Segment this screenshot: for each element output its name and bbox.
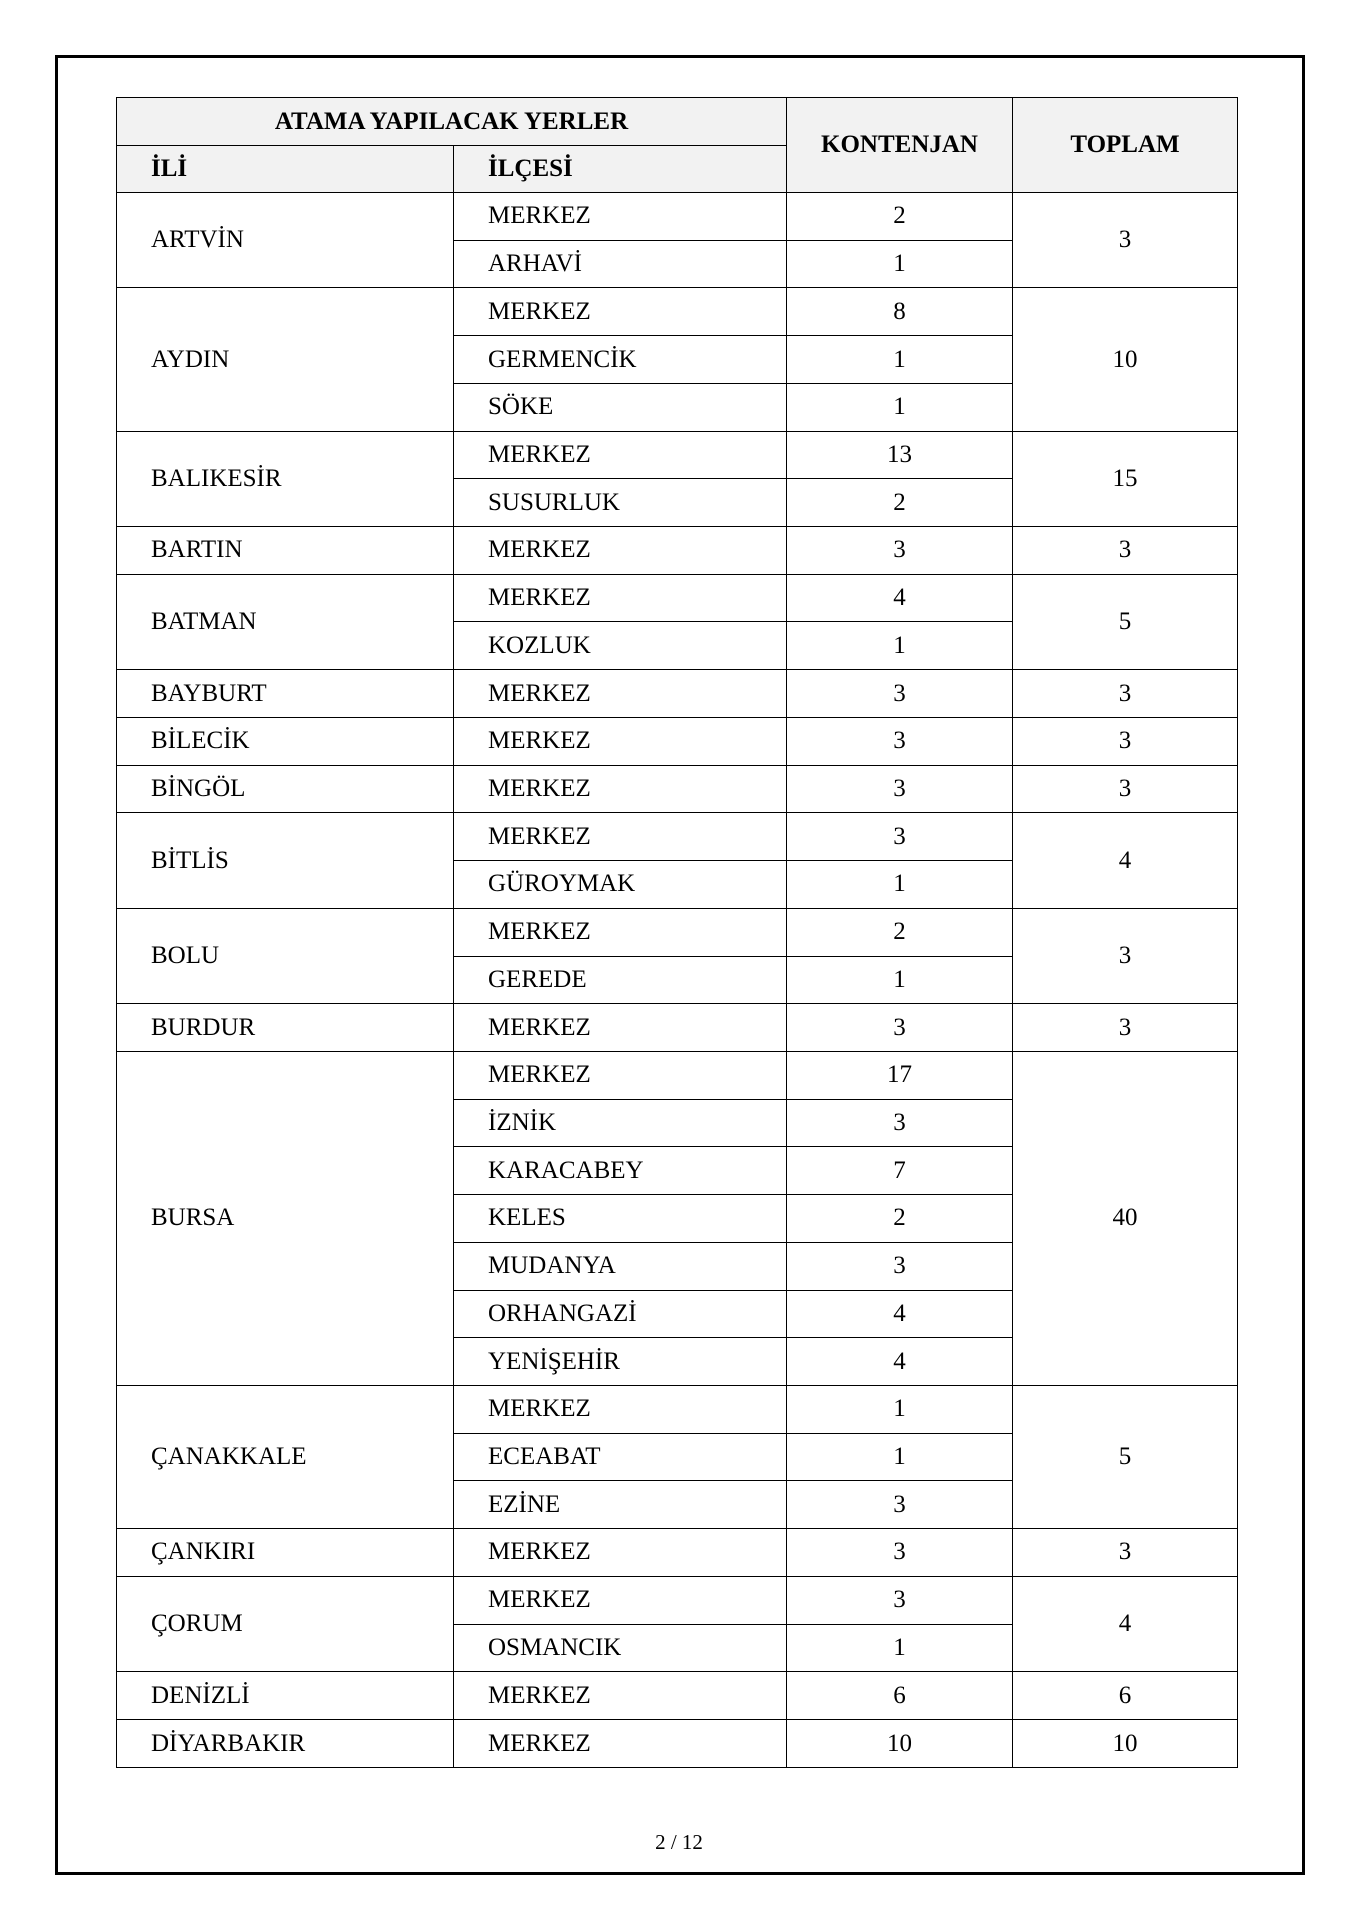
quota-cell: 3 [787,765,1013,813]
quota-cell: 13 [787,431,1013,479]
quota-cell: 1 [787,956,1013,1004]
header-quota: KONTENJAN [787,98,1013,193]
table-row [117,288,1238,336]
district-cell: MERKEZ [454,1051,787,1099]
province-cell: BURSA [117,1051,454,1385]
quota-cell: 3 [787,1481,1013,1529]
quota-cell: 3 [787,813,1013,861]
table-row [117,1576,1238,1624]
quota-cell: 1 [787,1624,1013,1672]
district-cell: MERKEZ [454,1672,787,1720]
district-cell: KELES [454,1195,787,1243]
total-cell: 6 [1013,1672,1238,1720]
district-cell: MERKEZ [454,527,787,575]
district-cell: KARACABEY [454,1147,787,1195]
quota-cell: 2 [787,908,1013,956]
province-cell: BURDUR [117,1004,454,1052]
province-cell: DİYARBAKIR [117,1720,454,1768]
table-row [117,765,1238,813]
district-cell: MERKEZ [454,1720,787,1768]
quota-cell: 1 [787,622,1013,670]
table-row [117,670,1238,718]
quota-cell: 1 [787,1433,1013,1481]
district-cell: MERKEZ [454,1529,787,1577]
header-total: TOPLAM [1013,98,1238,193]
quota-cell: 2 [787,1195,1013,1243]
quota-cell: 10 [787,1720,1013,1768]
table-row [117,1529,1238,1577]
district-cell: MERKEZ [454,1385,787,1433]
total-cell: 3 [1013,908,1238,1003]
header-province: İLİ [117,146,454,193]
province-cell: ÇANAKKALE [117,1385,454,1528]
quota-cell: 7 [787,1147,1013,1195]
quota-cell: 1 [787,383,1013,431]
province-cell: BOLU [117,908,454,1003]
district-cell: ORHANGAZİ [454,1290,787,1338]
table-row [117,1051,1238,1099]
total-cell: 3 [1013,765,1238,813]
district-cell: MUDANYA [454,1242,787,1290]
district-cell: OSMANCIK [454,1624,787,1672]
total-cell: 10 [1013,1720,1238,1768]
total-cell: 5 [1013,1385,1238,1528]
province-cell: BALIKESİR [117,431,454,526]
quota-cell: 6 [787,1672,1013,1720]
district-cell: İZNİK [454,1099,787,1147]
quota-cell: 17 [787,1051,1013,1099]
total-cell: 5 [1013,574,1238,669]
header-district: İLÇESİ [454,146,787,193]
district-cell: EZİNE [454,1481,787,1529]
quota-cell: 3 [787,1099,1013,1147]
quota-cell: 1 [787,1385,1013,1433]
quota-cell: 4 [787,574,1013,622]
district-cell: MERKEZ [454,908,787,956]
total-cell: 40 [1013,1051,1238,1385]
table-row [117,193,1238,241]
district-cell: GEREDE [454,956,787,1004]
table-row [117,527,1238,575]
table-row [117,908,1238,956]
province-cell: BAYBURT [117,670,454,718]
table-header [117,98,1238,193]
quota-cell: 1 [787,861,1013,909]
quota-cell: 3 [787,717,1013,765]
district-cell: SÖKE [454,383,787,431]
total-cell: 3 [1013,527,1238,575]
district-cell: GÜROYMAK [454,861,787,909]
total-cell: 4 [1013,813,1238,908]
quota-cell: 3 [787,1576,1013,1624]
table-row [117,813,1238,861]
district-cell: ECEABAT [454,1433,787,1481]
district-cell: KOZLUK [454,622,787,670]
province-cell: BİLECİK [117,717,454,765]
table-row [117,1720,1238,1768]
district-cell: MERKEZ [454,193,787,241]
quota-cell: 3 [787,670,1013,718]
province-cell: BATMAN [117,574,454,669]
total-cell: 4 [1013,1576,1238,1671]
district-cell: GERMENCİK [454,336,787,384]
total-cell: 10 [1013,288,1238,431]
province-cell: BİNGÖL [117,765,454,813]
province-cell: AYDIN [117,288,454,431]
table-row [117,717,1238,765]
province-cell: ARTVİN [117,193,454,288]
district-cell: MERKEZ [454,717,787,765]
allocation-table [116,97,1238,1768]
quota-cell: 2 [787,193,1013,241]
total-cell: 3 [1013,1004,1238,1052]
table-body [117,193,1238,1768]
table-row [117,1385,1238,1433]
total-cell: 3 [1013,717,1238,765]
district-cell: MERKEZ [454,765,787,813]
quota-cell: 1 [787,240,1013,288]
quota-cell: 2 [787,479,1013,527]
district-cell: MERKEZ [454,1004,787,1052]
district-cell: MERKEZ [454,813,787,861]
quota-cell: 3 [787,1242,1013,1290]
total-cell: 15 [1013,431,1238,526]
total-cell: 3 [1013,1529,1238,1577]
quota-cell: 4 [787,1338,1013,1386]
quota-cell: 3 [787,1529,1013,1577]
total-cell: 3 [1013,670,1238,718]
district-cell: SUSURLUK [454,479,787,527]
district-cell: YENİŞEHİR [454,1338,787,1386]
province-cell: ÇANKIRI [117,1529,454,1577]
table-row [117,431,1238,479]
province-cell: DENİZLİ [117,1672,454,1720]
header-group: ATAMA YAPILACAK YERLER [117,98,787,146]
table-row [117,1672,1238,1720]
district-cell: MERKEZ [454,574,787,622]
district-cell: MERKEZ [454,431,787,479]
district-cell: ARHAVİ [454,240,787,288]
total-cell: 3 [1013,193,1238,288]
quota-cell: 8 [787,288,1013,336]
province-cell: BARTIN [117,527,454,575]
quota-cell: 4 [787,1290,1013,1338]
district-cell: MERKEZ [454,670,787,718]
table-row [117,1004,1238,1052]
province-cell: BİTLİS [117,813,454,908]
quota-cell: 1 [787,336,1013,384]
table-row [117,574,1238,622]
province-cell: ÇORUM [117,1576,454,1671]
district-cell: MERKEZ [454,1576,787,1624]
district-cell: MERKEZ [454,288,787,336]
quota-cell: 3 [787,1004,1013,1052]
quota-cell: 3 [787,527,1013,575]
page-number: 2 / 12 [655,1830,703,1854]
